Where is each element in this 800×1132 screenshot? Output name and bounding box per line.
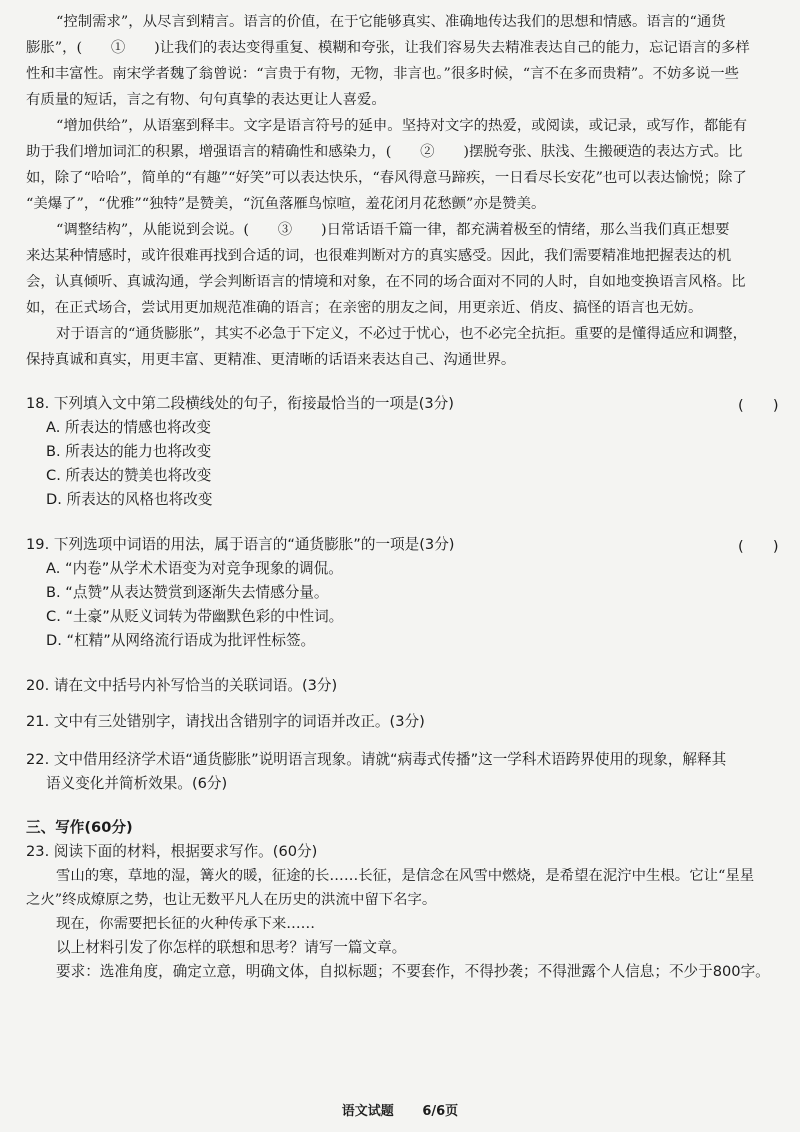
question-23: 23. 阅读下面的材料，根据要求写作。(60分) [26, 843, 318, 860]
passage-line: 保持真诚和真实，用更丰富、更精准、更清晰的话语来表达自己、沟通世界。 [26, 352, 516, 368]
writing-requirements: 要求：选准角度，确定立意，明确文体，自拟标题；不要套作，不得抄袭；不得泄露个人信息；不少于800字。 [56, 963, 770, 980]
material-line: 之火”终成燎原之势，也让无数平凡人在历史的洪流中留下名字。 [26, 892, 437, 908]
option-18-b[interactable]: B. 所表达的能力也将改变 [46, 443, 212, 460]
section-heading-writing: 三、写作(60分) [26, 819, 133, 836]
passage-line: 性和丰富性。南宋学者魏了翁曾说：“言贵于有物，无物，非言也。”很多时候，“言不在多而贵精”。不妨多说一些 [26, 66, 739, 82]
question-20: 20. 请在文中括号内补写恰当的关联词语。(3分) [26, 677, 338, 694]
passage-line: 会，认真倾听、真诚沟通，学会判断语言的情境和对象，在不同的场合面对不同的人时，自如地变换语言风格。比 [26, 274, 746, 290]
question-18-stem: 18. 下列填入文中第二段横线处的句子，衔接最恰当的一项是(3分) [26, 395, 454, 412]
passage-line: 对于语言的“通货膨胀”，其实不必急于下定义，不必过于忧心，也不必完全抗拒。重要的是懂得适应和调整， [56, 326, 748, 342]
passage-line: “调整结构”，从能说到会说。( ③ )日常话语千篇一律，都充满着极至的情绪，那么当我们真正想要 [56, 222, 730, 238]
footer-page-number: 6/6页 [422, 1104, 459, 1119]
option-18-d[interactable]: D. 所表达的风格也将改变 [46, 491, 213, 508]
question-22: 22. 文中借用经济学术语“通货膨胀”说明语言现象。请就“病毒式传播”这一学科术语跨界使用的现象，解释其 [26, 751, 727, 768]
option-18-a[interactable]: A. 所表达的情感也将改变 [46, 419, 211, 436]
option-19-b[interactable]: B. “点赞”从表达赞赏到逐渐失去情感分量。 [46, 584, 329, 601]
option-19-d[interactable]: D. “杠精”从网络流行语成为批评性标签。 [46, 632, 316, 649]
passage-line: 助于我们增加词汇的积累，增强语言的精确性和感染力，( ② )摆脱夸张、肤浅、生搬硬造的表达方式。比 [26, 144, 743, 160]
footer-subject: 语文试题 [341, 1104, 394, 1119]
passage-line: 如，在正式场合，尝试用更加规范准确的语言；在亲密的朋友之间，用更亲近、俏皮、搞怪的语言也无妨。 [26, 300, 703, 316]
passage-line: 来达某种情感时，或许很难再找到合适的词，也很难判断对方的真实感受。因此，我们需要精准地把握表达的机 [26, 248, 732, 264]
passage-line: 有质量的短话，言之有物、句句真挚的表达更让人喜爱。 [26, 92, 386, 108]
passage-line: “控制需求”，从尽言到精言。语言的价值，在于它能够真实、准确地传达我们的思想和情感。语言的“通货 [56, 14, 726, 30]
passage-line: 如，除了“哈哈”，简单的“有趣”“好笑”可以表达快乐，“春风得意马蹄疾，一日看尽长安花”也可以表达愉悦；除了 [26, 170, 747, 186]
question-21: 21. 文中有三处错别字，请找出含错别字的词语并改正。(3分) [26, 713, 425, 730]
material-line: 雪山的寒，草地的湿，篝火的暖，征途的长……长征，是信念在风雪中燃烧，是希望在泥泞中生根。它让“星星 [56, 868, 755, 884]
passage-line: “增加供给”，从语塞到释丰。文字是语言符号的延申。坚持对文字的热爱，或阅读，或记录，或写作，都能有 [56, 118, 748, 134]
question-19-stem: 19. 下列选项中词语的用法，属于语言的“通货膨胀”的一项是(3分) [26, 536, 455, 553]
answer-blank-19[interactable]: ( ) [738, 538, 779, 555]
option-18-c[interactable]: C. 所表达的赞美也将改变 [46, 467, 212, 484]
question-22-cont: 语义变化并简析效果。(6分) [46, 775, 228, 792]
option-19-a[interactable]: A. “内卷”从学术术语变为对竞争现象的调侃。 [46, 560, 343, 577]
answer-blank-18[interactable]: ( ) [738, 397, 779, 414]
page-footer [0, 1100, 800, 1119]
material-line: 现在，你需要把长征的火种传承下来…… [56, 916, 316, 932]
passage-line: “美爆了”，“优雅”“独特”是赞美，“沉鱼落雁鸟惊喧，羞花闭月花愁颤”亦是赞美。 [26, 196, 546, 212]
passage-line: 膨胀”，( ① )让我们的表达变得重复、模糊和夸张，让我们容易失去精准表达自己的能力，忘记语言的多样 [26, 40, 750, 56]
writing-prompt: 以上材料引发了你怎样的联想和思考？请写一篇文章。 [56, 939, 407, 956]
option-19-c[interactable]: C. “土豪”从贬义词转为带幽默色彩的中性词。 [46, 608, 344, 625]
